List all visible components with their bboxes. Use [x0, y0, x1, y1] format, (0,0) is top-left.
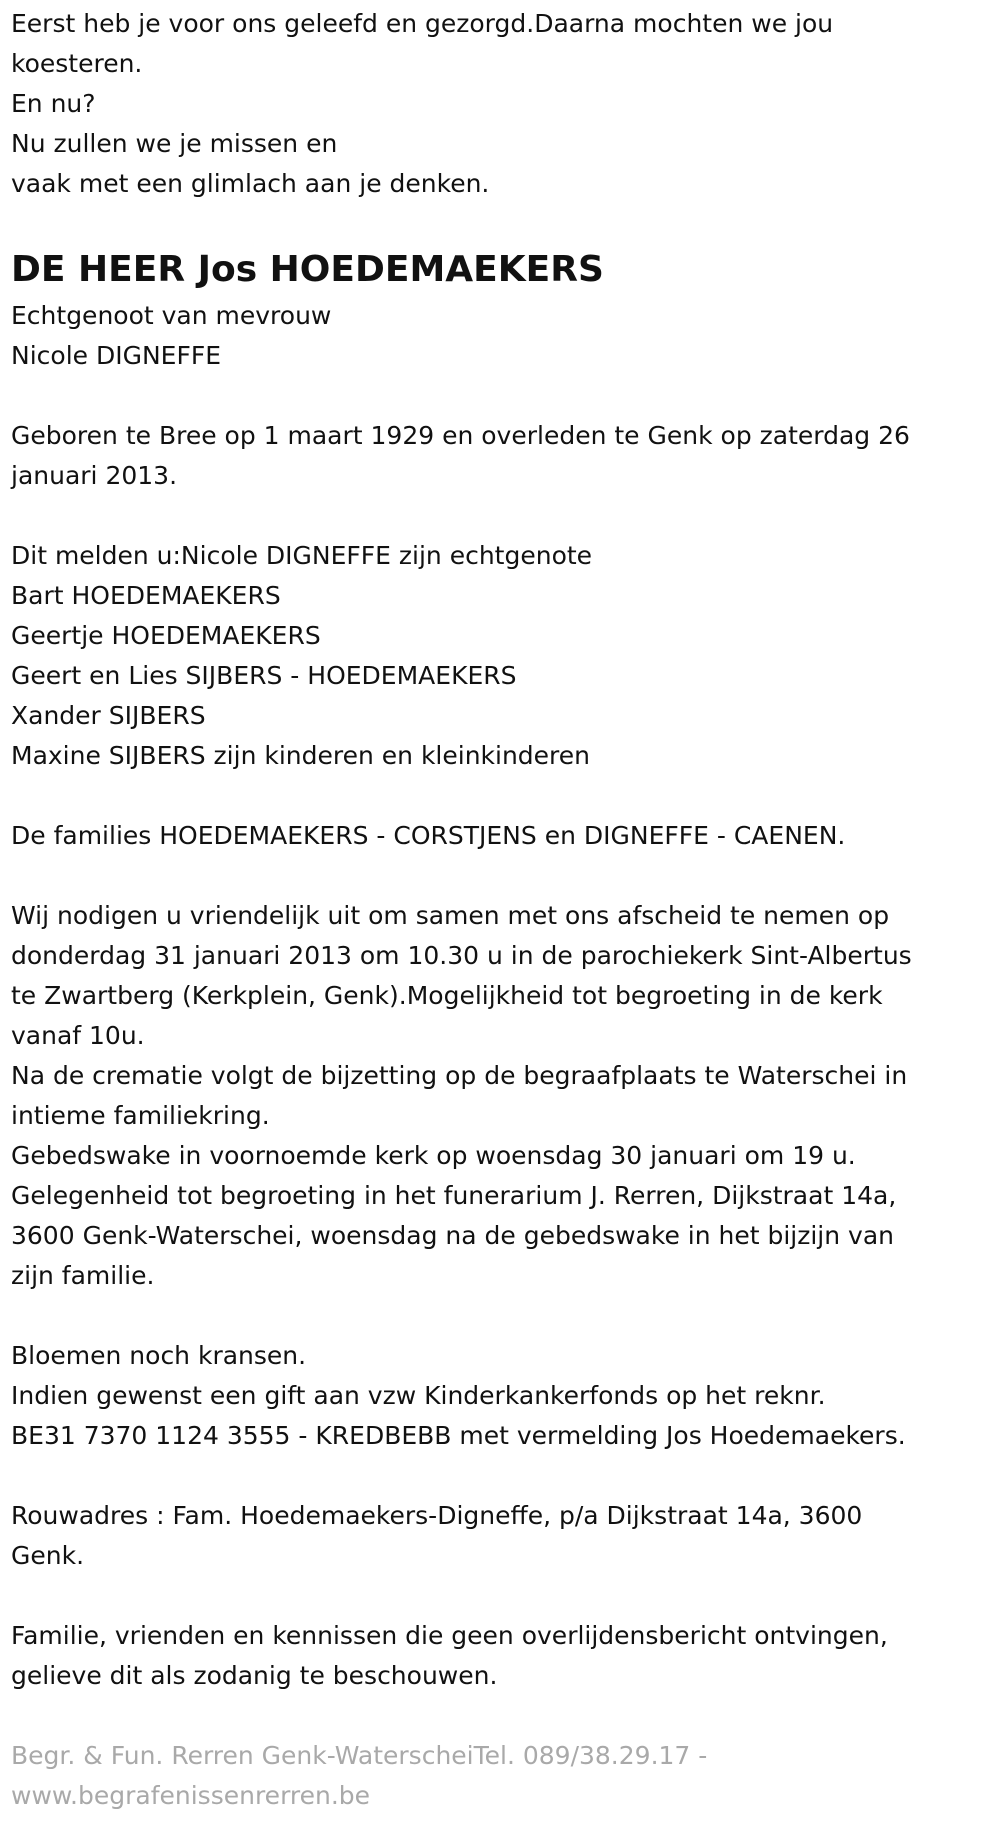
flowers-section — [11, 1336, 989, 1456]
ceremony-line: te Zwartberg (Kerkplein, Genk).Mogelijkheid tot begroeting in de kerk — [11, 981, 883, 1010]
deceased-section — [11, 244, 989, 376]
address-line: Rouwadres : Fam. Hoedemaekers-Digneffe, p/a Dijkstraat 14a, 3600 — [11, 1501, 863, 1530]
families-section — [11, 816, 989, 856]
poem-line: koesteren. — [11, 49, 143, 78]
address-section — [11, 1496, 989, 1576]
notice-section — [11, 1616, 989, 1696]
ceremony-line: Na de crematie volgt de bijzetting op de begraafplaats te Waterschei in — [11, 1061, 908, 1090]
footer-funeral-home: Begr. & Fun. Rerren Genk-WaterscheiTel. 089/38.29.17 - — [11, 1741, 708, 1770]
flowers-line: Indien gewenst een gift aan vzw Kinderkankerfonds op het reknr. — [11, 1381, 826, 1410]
ceremony-line: vanaf 10u. — [11, 1021, 145, 1050]
poem-line: Eerst heb je voor ons geleefd en gezorgd.Daarna mochten we jou — [11, 9, 834, 38]
poem-section — [11, 4, 989, 204]
ceremony-line: Gebedswake in voornoemde kerk op woensdag 30 januari om 19 u. — [11, 1141, 856, 1170]
footer — [11, 1736, 989, 1816]
birth-death-line: Geboren te Bree op 1 maart 1929 en overleden te Genk op zaterdag 26 — [11, 421, 910, 450]
ceremony-line: 3600 Genk-Waterschei, woensdag na de gebedswake in het bijzijn van — [11, 1221, 895, 1250]
notice-line: gelieve dit als zodanig te beschouwen. — [11, 1661, 498, 1690]
flowers-line: BE31 7370 1124 3555 - KREDBEBB met vermelding Jos Hoedemaekers. — [11, 1421, 906, 1450]
flowers-line: Bloemen noch kransen. — [11, 1341, 307, 1370]
birth-death-line: januari 2013. — [11, 461, 178, 490]
poem-line: vaak met een glimlach aan je denken. — [11, 169, 490, 198]
spouse-line: Echtgenoot van mevrouw — [11, 301, 332, 330]
spouse-line: Nicole DIGNEFFE — [11, 341, 222, 370]
announcer-line: Xander SIJBERS — [11, 701, 206, 730]
notice-line: Familie, vrienden en kennissen die geen overlijdensbericht ontvingen, — [11, 1621, 888, 1650]
ceremony-line: donderdag 31 januari 2013 om 10.30 u in de parochiekerk Sint-Albertus — [11, 941, 912, 970]
address-line: Genk. — [11, 1541, 85, 1570]
deceased-name: DE HEER Jos HOEDEMAEKERS — [11, 249, 604, 290]
footer-website-link[interactable]: www.begrafenissenrerren.be — [11, 1781, 371, 1810]
announcer-line: Dit melden u:Nicole DIGNEFFE zijn echtgenote — [11, 541, 593, 570]
poem-line: En nu? — [11, 89, 96, 118]
announcer-line: Maxine SIJBERS zijn kinderen en kleinkinderen — [11, 741, 591, 770]
announcers-section — [11, 536, 989, 776]
poem-line: Nu zullen we je missen en — [11, 129, 338, 158]
announcer-line: Geertje HOEDEMAEKERS — [11, 621, 321, 650]
ceremony-section — [11, 896, 989, 1296]
announcer-line: Geert en Lies SIJBERS - HOEDEMAEKERS — [11, 661, 517, 690]
announcer-line: Bart HOEDEMAEKERS — [11, 581, 281, 610]
ceremony-line: Wij nodigen u vriendelijk uit om samen met ons afscheid te nemen op — [11, 901, 890, 930]
ceremony-line: Gelegenheid tot begroeting in het funerarium J. Rerren, Dijkstraat 14a, — [11, 1181, 897, 1210]
birth-death-section — [11, 416, 989, 496]
ceremony-line: zijn familie. — [11, 1261, 155, 1290]
families-line: De families HOEDEMAEKERS - CORSTJENS en DIGNEFFE - CAENEN. — [11, 821, 846, 850]
ceremony-line: intieme familiekring. — [11, 1101, 270, 1130]
